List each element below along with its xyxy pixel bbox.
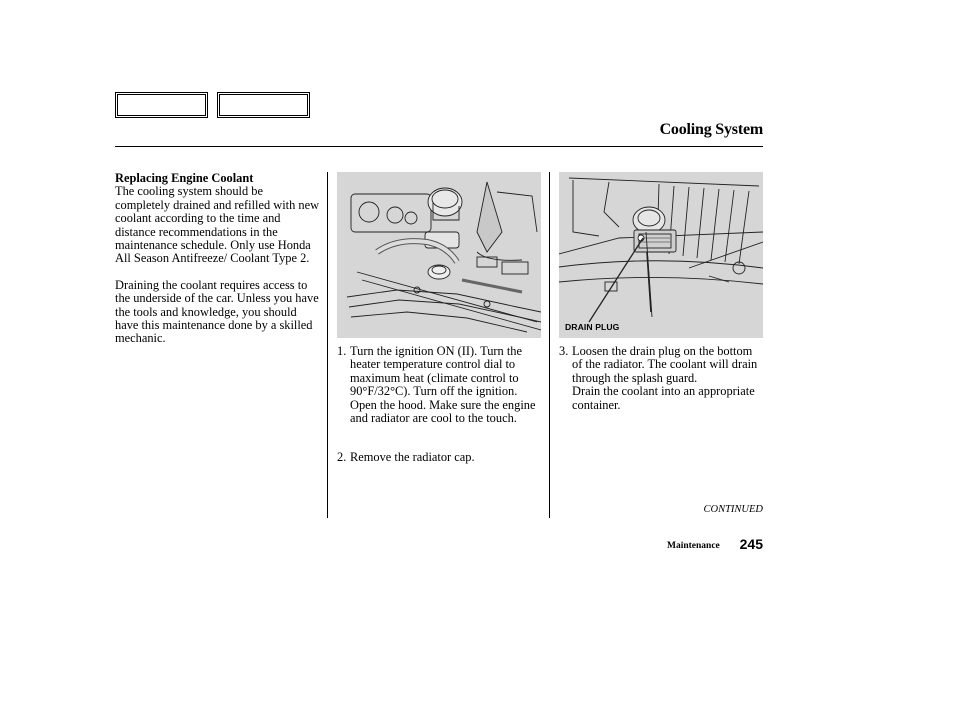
step-1: [337, 345, 545, 425]
step-number: 3.: [559, 344, 569, 358]
nav-tab-right[interactable]: [217, 92, 310, 118]
step-number: 2.: [337, 450, 347, 464]
radiator-cap-illustration: [337, 172, 541, 338]
drain-plug-label: DRAIN PLUG: [565, 322, 620, 332]
column-divider: [549, 172, 550, 518]
page-title: Cooling System: [659, 121, 763, 138]
step-text: Remove the radiator cap.: [350, 450, 475, 464]
nav-tab-left[interactable]: [115, 92, 208, 118]
step-2: [337, 451, 545, 464]
column-divider: [327, 172, 328, 518]
step-text: Turn the ignition ON (II). Turn the heater temperature control dial to maximum heat (climate control to 90°F/32°C). Turn off the ignition. Open the hood. Make sure the engine and radiator are cool to the touch.: [350, 344, 536, 426]
drain-plug-illustration: [559, 172, 763, 338]
intro-paragraph: The cooling system should be completely drained and refilled with new coolant according to the time and distance recommendations in the maintenance schedule. Only use Honda All Season Antifreeze/ Coolant Type 2.: [115, 184, 320, 266]
step-3: [559, 345, 763, 412]
access-paragraph: Draining the coolant requires access to the underside of the car. Unless you have the tools and knowledge, you should have this maintenance done by a skilled mechanic.: [115, 277, 319, 346]
page-number: 245: [739, 536, 763, 552]
section-heading: Replacing Engine Coolant: [115, 171, 254, 185]
footer-section-name: Maintenance: [667, 541, 720, 551]
step-text: Loosen the drain plug on the bottom of the radiator. The coolant will drain through the splash guard.: [572, 344, 758, 385]
continued-note: CONTINUED: [703, 504, 763, 515]
step-number: 1.: [337, 344, 347, 358]
left-column: [115, 172, 320, 346]
title-divider: [115, 146, 763, 147]
step-text-continued: Drain the coolant into an appropriate container.: [572, 384, 755, 412]
